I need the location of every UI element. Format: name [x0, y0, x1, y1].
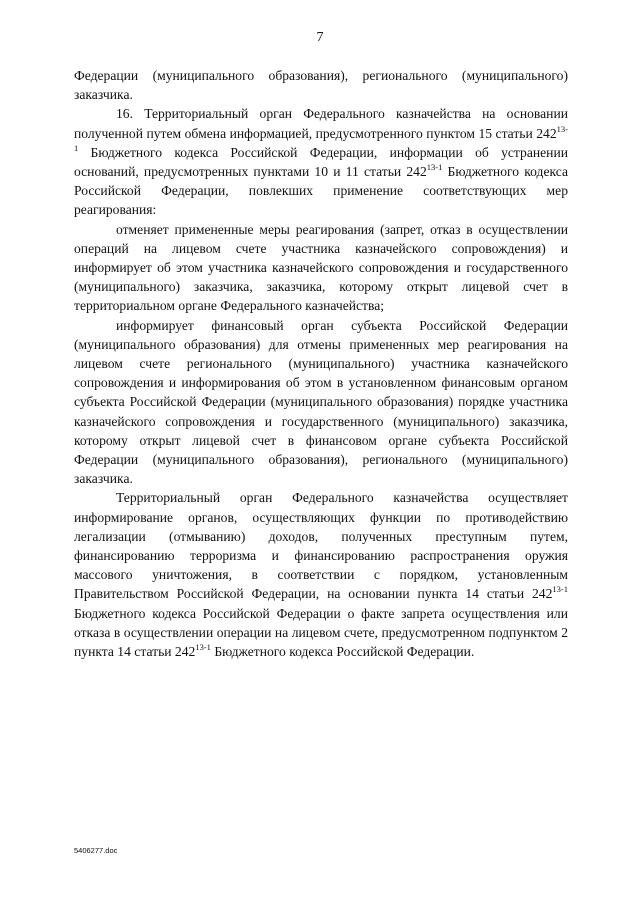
superscript: 13-1: [74, 123, 568, 153]
paragraph: [74, 488, 568, 661]
paragraph: [74, 66, 568, 104]
document-filename: 5406277.doc: [74, 846, 118, 855]
paragraph-text: 16. Территориальный орган Федерального казначейства на основании полученной путем обмена информацией, предусмотренного пунктом 15 статьи 242: [74, 106, 568, 141]
paragraph-text: Территориальный орган Федерального казначейства осуществляет информирование органов, осуществляющих функции по противодействию легализации (отмыванию) доходов, полученных преступным путем, финансированию терроризма и финансированию распространения оружия массового уничтожения, в соответствии с порядком, установленным Правительством Российской Федерации, на основании пункта 14 статьи 242: [74, 490, 568, 602]
paragraph-text: Бюджетного кодекса Российской Федерации, повлекших применение соответствующих мер реагирования:: [74, 164, 568, 218]
document-body: [74, 66, 568, 661]
paragraph-text: Бюджетного кодекса Российской Федерации.: [210, 644, 475, 660]
paragraph: [74, 104, 568, 219]
paragraph-text: Бюджетного кодекса Российской Федерации, информации об устранении оснований, предусмотренных пунктами 10 и 11 статьи 242: [74, 144, 568, 180]
paragraph-text: Федерации (муниципального образования), регионального (муниципального) заказчика.: [74, 68, 568, 103]
paragraph-text: информирует финансовый орган субъекта Российской Федерации (муниципального образования) для отмены примененных мер реагирования на лицевом счете регионального (муниципального) участника казначейского сопровождения и информирования об этом в установленном финансовым органом субъекта Российской Федерации (муниципального образования) порядке участника казначейского сопровождения и государственного (муниципального) заказчика, которому открыт лицевой счет в финансовом органе субъекта Российской Федерации (муниципального образования), регионального (муниципального) заказчика.: [74, 317, 568, 487]
superscript: 13-1: [195, 642, 211, 653]
superscript: 13-1: [552, 584, 568, 595]
superscript: 13-1: [426, 162, 443, 173]
paragraph-text: Бюджетного кодекса Российской Федерации о факте запрета осуществления или отказа в осуществлении операции на лицевом счете, предусмотренном подпунктом 2 пункта 14 статьи 242: [74, 605, 568, 660]
paragraph-text: отменяет примененные меры реагирования (запрет, отказ в осуществлении операций на лицевом счете участника казначейского сопровождения) и информирует об этом участника казначейского сопровождения и государственного (муниципального) заказчика, заказчика, которому открыт лицевой счет в территориальном органе Федерального казначейства;: [74, 221, 568, 314]
page-number: 7: [316, 30, 324, 45]
paragraph: [74, 220, 568, 316]
paragraph: [74, 316, 568, 489]
